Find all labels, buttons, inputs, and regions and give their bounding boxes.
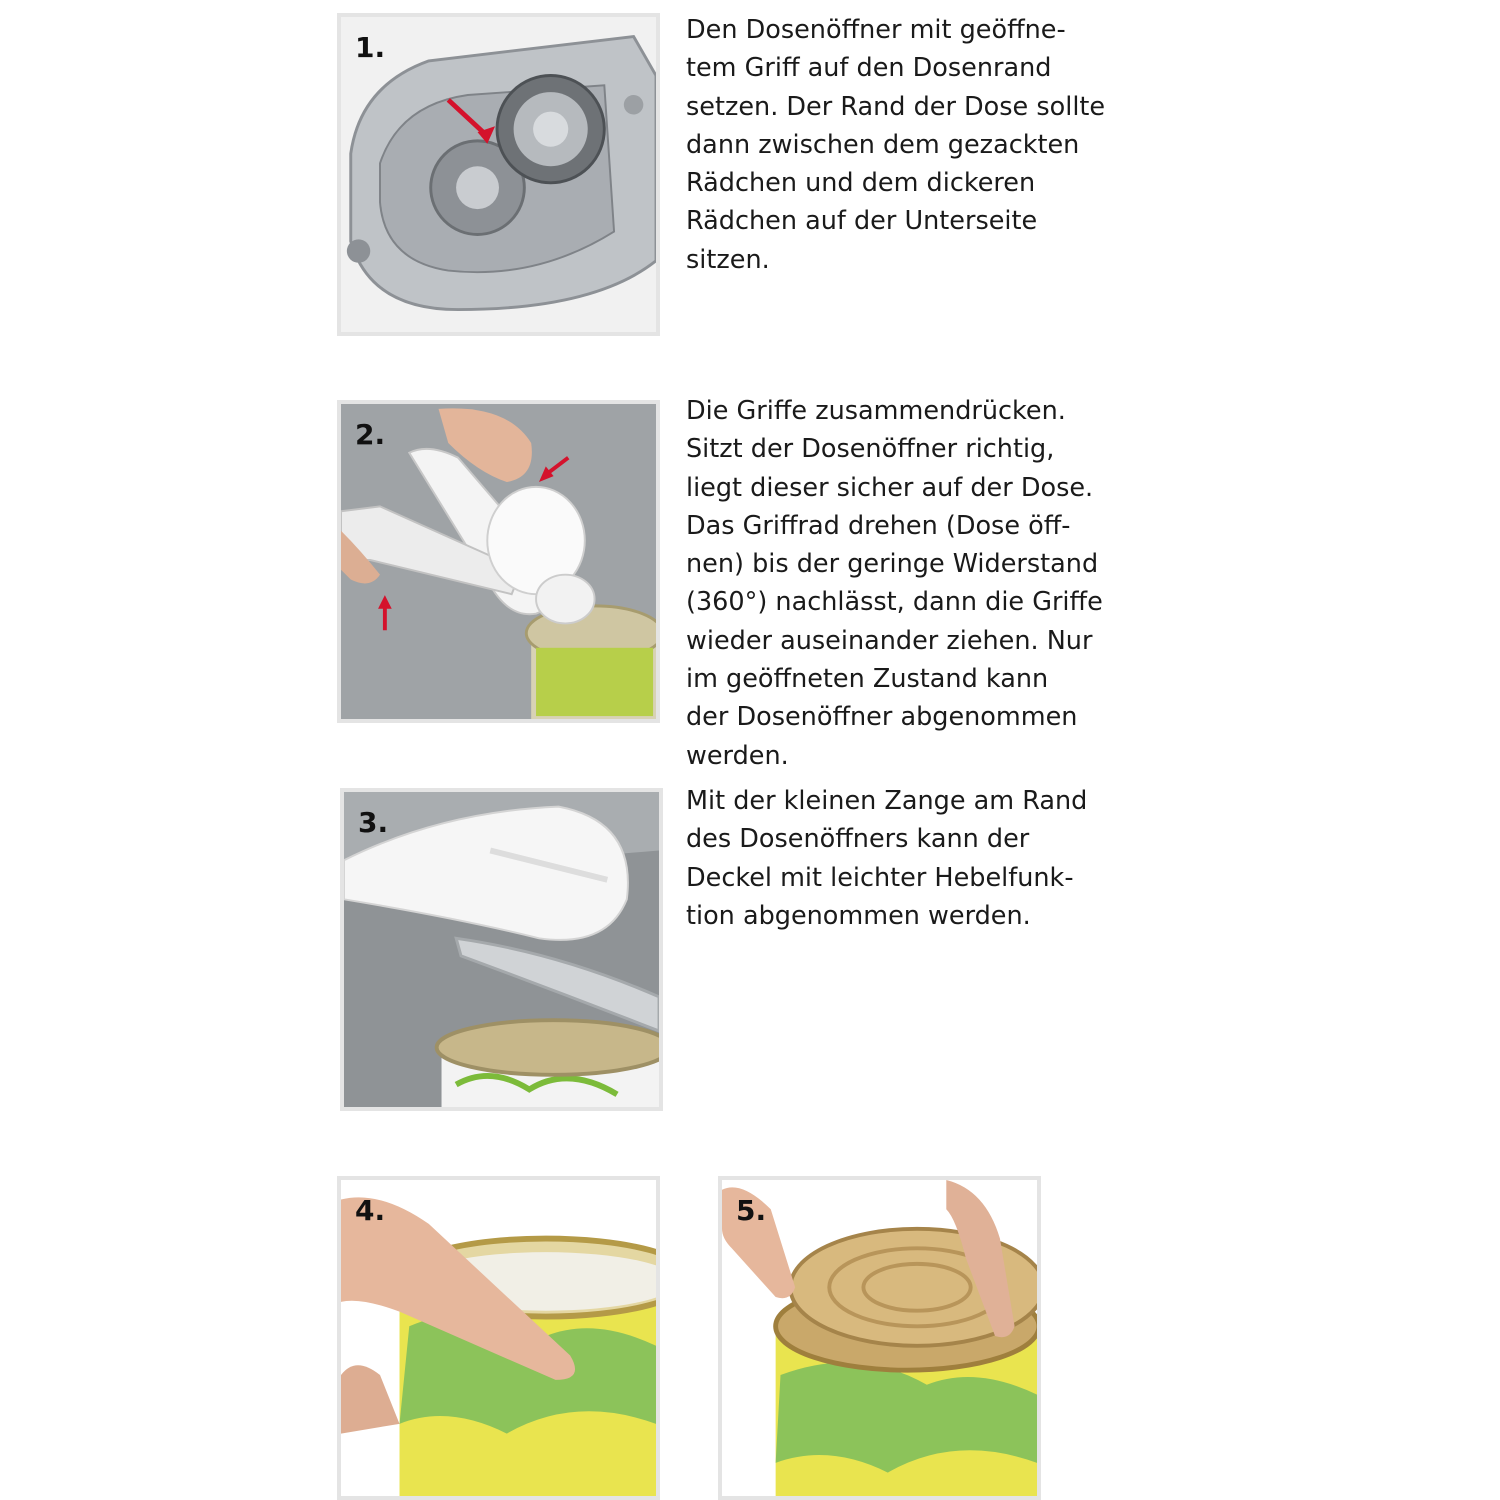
step-2-number: 2. <box>355 418 386 451</box>
step-5-number: 5. <box>736 1194 767 1227</box>
open-can-illustration <box>341 1180 656 1496</box>
can-opener-mechanism-illustration <box>341 17 656 332</box>
step-2-photo <box>337 400 660 723</box>
step-4-photo <box>337 1176 660 1500</box>
step-4-number: 4. <box>355 1194 386 1227</box>
squeeze-handles-illustration <box>341 404 656 719</box>
step-2-text: Die Griffe zusammendrücken. Sitzt der Dosenöffner richtig, liegt dieser sicher auf der Dose. Das Griffrad drehen (Dose öff- nen) bis der geringe Widerstand (360°) nachlässt, dann die Griffe wieder auseinander ziehen. Nur im geöffneten Zustand kann der Dosenöffner abgenommen werden. <box>686 396 1103 771</box>
step-3-photo <box>340 788 663 1111</box>
lift-lid-illustration <box>722 1180 1037 1496</box>
step-5-photo <box>718 1176 1041 1500</box>
step-1-text: Den Dosenöffner mit geöffne- tem Griff auf den Dosenrand setzen. Der Rand der Dose sollte dann zwischen dem gezackten Rädchen und dem dickeren Rädchen auf der Unterseite sitzen. <box>686 15 1106 275</box>
step-1-number: 1. <box>355 31 386 64</box>
step-3-text: Mit der kleinen Zange am Rand des Dosenöffners kann der Deckel mit leichter Hebelfunk- tion abgenommen werden. <box>686 786 1088 931</box>
step-3-number: 3. <box>358 806 389 839</box>
step-1-photo <box>337 13 660 336</box>
remove-lid-illustration <box>344 792 659 1107</box>
